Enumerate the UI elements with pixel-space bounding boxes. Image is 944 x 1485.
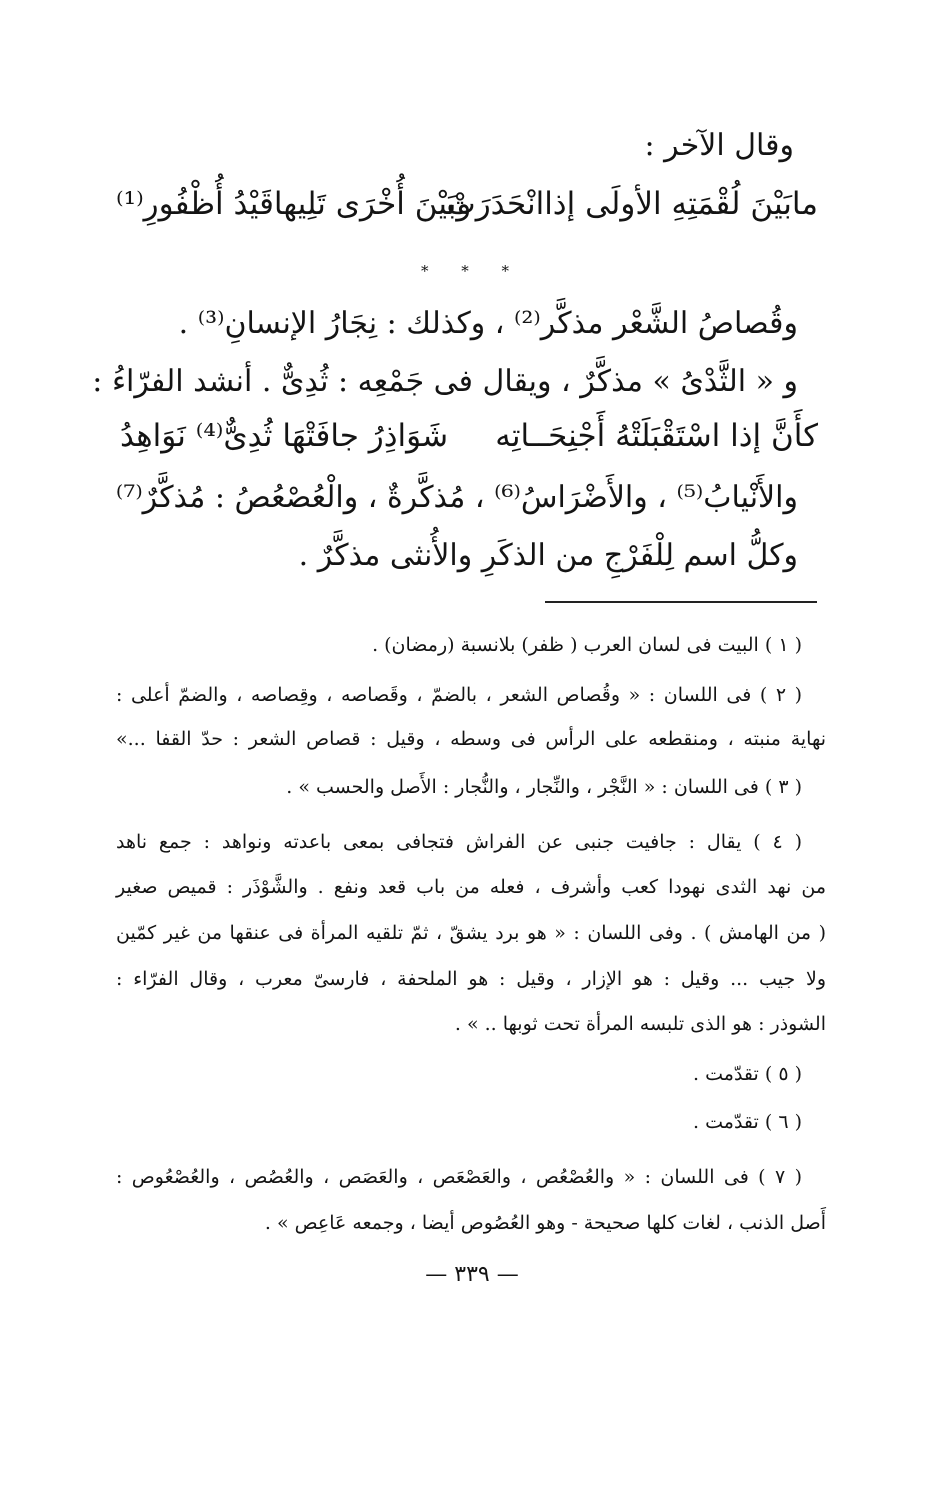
footnote-5: ( ٥ ) تقدّمت . xyxy=(693,1063,802,1085)
footnote-6: ( ٦ ) تقدّمت . xyxy=(693,1111,802,1133)
footnote-4-line-1: ( ٤ ) يقال : جافيت جنبى عن الفراش فتجافى بمعى باعدته ونواهد : جمع ناهد xyxy=(116,831,802,853)
footnote-4-line-3: ( من الهامش ) . وفى اللسان : « هو برد يشقّ ، ثمّ تلقيه المرأة فى عنقها من غير كمّين xyxy=(116,922,826,944)
paragraph-line: وقُصاصُ الشَّعْر مذكَّر⁽²⁾ ، وكذلك : نِجَارُ الإنسانِ⁽³⁾ . xyxy=(178,306,798,341)
footnote-7-line-1: ( ٧ ) فى اللسان : « والعُصْعُص ، والعَصْعَص ، والعَصَص ، والعُصُص ، والعُصْعُوص : xyxy=(116,1166,802,1188)
poem-intro: وقال الآخر : xyxy=(644,128,794,163)
footnote-3: ( ٣ ) فى اللسان : « النَّجْر ، والنِّجار ، والنُّجار : الأَصل والحسب » . xyxy=(286,776,802,798)
paragraph-line: وكلُّ اسم لِلْفَرْجِ من الذكَرِ والأُنثى مذكَّرٌ . xyxy=(298,538,798,573)
verse-hemistich-left: وبَيْنَ أُخْرَى تَلِيهاقَيْدُ أُظْفُورِ⁽¹⁾ xyxy=(116,186,472,222)
paragraph-line: و « الثَّدْىُ » مذكَّرٌ ، ويقال فى جَمْعِه : ثُدِىٌّ . أنشد الفرّاءُ : xyxy=(92,364,798,399)
paragraph-line: والأَنْيابُ⁽⁵⁾ ، والأَضْرَاسُ⁽⁶⁾ ، مُذكَّرةٌ ، والْعُصْعُصُ : مُذكَّرٌ⁽⁷⁾ xyxy=(115,480,798,515)
footnote-2-line-2: نهاية منبته ، ومنقطعه على الرأس فى وسطه ، وقيل : قصاص الشعر : حدّ القفا ...» xyxy=(116,728,826,750)
footnote-divider xyxy=(545,601,817,603)
footnote-4-line-2: من نهد الثدى نهودا كعب وأشرف ، فعله من باب قعد ونفع . والشَّوْذَر : قميص صغير xyxy=(116,876,826,898)
verse-hemistich-right: كأَنَّ إذا اسْتَقْبَلَتْهُ أَجْنِحَــاتِه xyxy=(495,418,818,454)
verse-hemistich-left: شَوَاذِرُ جافَتْهَا ثُدِىٌّ⁽⁴⁾ نَوَاهِدُ xyxy=(120,418,449,454)
section-separator: * * * xyxy=(420,262,524,280)
footnote-4-line-4: ولا جيب ... وقيل : هو الإزار ، وقيل : هو الملحفة ، فارسىّ معرب ، وقال الفرّاء : xyxy=(116,968,826,990)
verse-hemistich-right: مابَيْنَ لُقْمَتِهِ الأولَى إذاانْحَدَرَتْ xyxy=(446,186,818,222)
footnote-2-line-1: ( ٢ ) فى اللسان : « وقُصاص الشعر ، بالضمّ ، وقَصاصه ، وقِصاصه ، والضمّ أعلى : xyxy=(116,684,803,706)
footnote-4-line-5: الشوذر : هو الذى تلبسه المرأة تحت ثوبها .. » . xyxy=(454,1013,826,1035)
page-number: — ٣٣٩ — xyxy=(425,1262,519,1287)
footnote-7-line-2: أَصل الذنب ، لغات كلها صحيحة - وهو العُصُوص أيضا ، وجمعه عَاعِص » . xyxy=(264,1212,826,1234)
footnote-1: ( ١ ) البيت فى لسان العرب ( ظفر) بلانسبة (رمضان) . xyxy=(372,634,802,656)
